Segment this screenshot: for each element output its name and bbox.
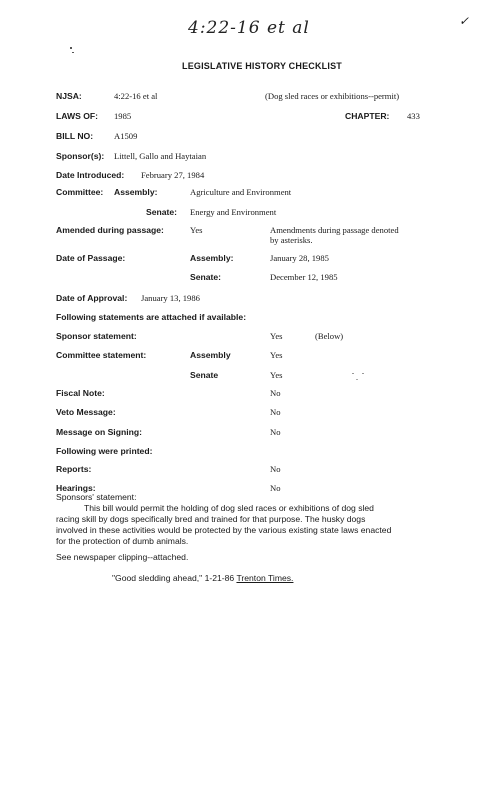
- date-of-approval-value: January 13, 1986: [141, 293, 200, 303]
- clipping-note: See newspaper clipping--attached.: [56, 552, 189, 562]
- bill-no-value: A1509: [114, 131, 138, 141]
- passage-assembly-value: January 28, 1985: [270, 253, 329, 263]
- date-introduced-value: February 27, 1984: [141, 170, 205, 180]
- committee-statement-assembly-value: Yes: [270, 350, 283, 360]
- sponsor-statement-value: Yes: [270, 331, 283, 341]
- following-printed-heading: Following were printed:: [56, 446, 153, 456]
- page-title: LEGISLATIVE HISTORY CHECKLIST: [182, 61, 342, 71]
- statement-line: involved in these activities would be protected by the various existing state laws enacted: [56, 525, 392, 535]
- statement-line: racing skill by dogs specifically bred and trained for that purpose. The husky dogs: [56, 514, 366, 524]
- clipping-reference: [112, 573, 293, 584]
- statement-line: This bill would permit the holding of dog sled races or exhibitions of dog sled: [84, 503, 374, 513]
- scan-speck: [352, 373, 354, 374]
- amended-note-line-2: by asterisks.: [270, 235, 313, 245]
- njsa-label: NJSA:: [56, 91, 82, 101]
- chapter-value: 433: [407, 111, 420, 121]
- date-of-approval-label: Date of Approval:: [56, 293, 128, 303]
- hearings-value: No: [270, 483, 281, 493]
- laws-of-value: 1985: [114, 111, 132, 121]
- committee-senate-label: Senate:: [146, 207, 178, 217]
- bill-no-label: BILL NO:: [56, 131, 94, 141]
- fiscal-note-label: Fiscal Note:: [56, 388, 105, 398]
- amended-label: Amended during passage:: [56, 225, 164, 235]
- committee-label: Committee:: [56, 187, 104, 197]
- passage-assembly-label: Assembly:: [190, 253, 234, 263]
- veto-message-label: Veto Message:: [56, 407, 116, 417]
- hearings-label: Hearings:: [56, 483, 96, 493]
- sponsors-statement-heading: Sponsors' statement:: [56, 492, 137, 502]
- date-introduced-label: Date Introduced:: [56, 170, 125, 180]
- committee-statement-senate-value: Yes: [270, 370, 283, 380]
- clipping-source: Trenton Times.: [236, 573, 294, 583]
- chapter-label: CHAPTER:: [345, 111, 390, 121]
- handwritten-statute-number: 4:22-16 et al: [188, 18, 310, 38]
- sponsor-statement-label: Sponsor statement:: [56, 331, 137, 341]
- amended-value: Yes: [190, 225, 203, 235]
- scan-speck: [70, 47, 72, 49]
- sponsor-statement-note: (Below): [315, 331, 344, 341]
- scan-speck: [356, 379, 358, 380]
- scan-speck: [362, 373, 364, 374]
- handwritten-check-mark: ✓: [459, 14, 470, 28]
- committee-statement-label: Committee statement:: [56, 350, 147, 360]
- following-attached-heading: Following statements are attached if available:: [56, 312, 247, 322]
- fiscal-note-value: No: [270, 388, 281, 398]
- committee-statement-senate-label: Senate: [190, 370, 219, 380]
- statement-line: for the protection of dumb animals.: [56, 536, 189, 546]
- sponsors-label: Sponsor(s):: [56, 151, 105, 161]
- committee-senate-value: Energy and Environment: [190, 207, 277, 217]
- message-on-signing-label: Message on Signing:: [56, 427, 142, 437]
- njsa-description: (Dog sled races or exhibitions--permit): [265, 91, 400, 101]
- committee-assembly-value: Agriculture and Environment: [190, 187, 292, 197]
- sponsors-value: Littell, Gallo and Haytaian: [114, 151, 207, 161]
- amended-note-line-1: Amendments during passage denoted: [270, 225, 399, 235]
- reports-value: No: [270, 464, 281, 474]
- veto-message-value: No: [270, 407, 281, 417]
- date-of-passage-label: Date of Passage:: [56, 253, 126, 263]
- committee-assembly-label: Assembly:: [114, 187, 158, 197]
- reports-label: Reports:: [56, 464, 92, 474]
- committee-statement-assembly-label: Assembly: [190, 350, 231, 360]
- passage-senate-value: December 12, 1985: [270, 272, 338, 282]
- scan-speck: [72, 52, 74, 53]
- passage-senate-label: Senate:: [190, 272, 222, 282]
- message-on-signing-value: No: [270, 427, 281, 437]
- laws-of-label: LAWS OF:: [56, 111, 99, 121]
- njsa-value: 4:22-16 et al: [114, 91, 158, 101]
- clipping-headline: "Good sledding ahead," 1-21-86: [112, 573, 235, 583]
